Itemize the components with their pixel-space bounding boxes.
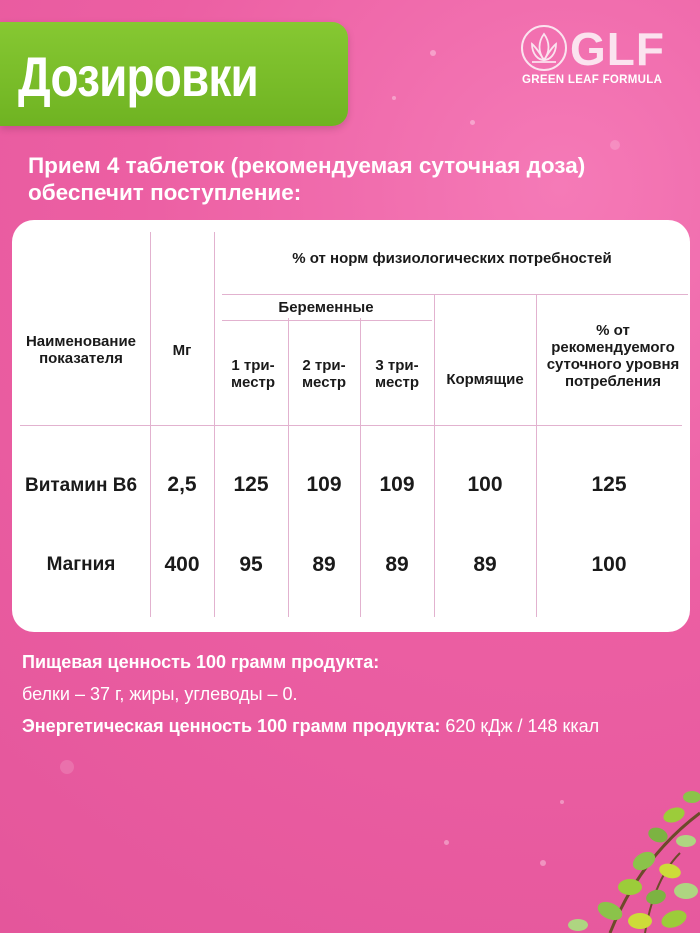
header-pregnant-group: Беременные <box>278 298 374 316</box>
grid-line <box>20 425 682 426</box>
row-2-recommended: 100 <box>591 553 627 576</box>
page-title: Дозировки <box>18 45 258 108</box>
logo-letters: GLF <box>570 23 665 75</box>
header-mg: Мг <box>172 341 192 359</box>
row-2-name: Магния <box>46 554 116 575</box>
lotus-icon <box>520 24 568 72</box>
row-2-t2: 89 <box>312 553 336 576</box>
bokeh-dot <box>60 760 74 774</box>
header-recommended: % от рекомендуемого суточного уровня потребления <box>546 322 680 390</box>
nutrition-label: Пищевая ценность 100 грамм продукта: <box>22 652 380 672</box>
row-1-t2: 109 <box>306 473 342 496</box>
nutrition-value: белки – 37 г, жиры, углеводы – 0. <box>22 684 298 704</box>
bokeh-dot <box>470 120 475 125</box>
energy-value: 620 кДж / 148 ккал <box>440 716 600 736</box>
energy-line <box>22 716 599 737</box>
row-2-nursing: 89 <box>473 553 497 576</box>
lead-line-2: обеспечит поступление: <box>28 180 302 205</box>
header-norms-group: % от норм физиологических потребностей <box>292 249 612 267</box>
row-1-mg: 2,5 <box>167 473 197 496</box>
row-1-recommended: 125 <box>591 473 627 496</box>
header-name: Наименование показателя <box>25 333 137 367</box>
header-trimester-2: 2 три-местр <box>301 357 347 391</box>
bokeh-dot <box>610 140 620 150</box>
row-1-t1: 125 <box>233 473 269 496</box>
dosage-table <box>12 220 690 632</box>
logo-tagline: GREEN LEAF FORMULA <box>522 74 663 86</box>
row-2-t1: 95 <box>239 553 263 576</box>
lead-text <box>28 152 688 206</box>
header-trimester-3: 3 три-местр <box>374 357 420 391</box>
lead-line-1: Прием 4 таблеток (рекомендуемая суточная доза) <box>28 153 586 178</box>
bokeh-dot <box>430 50 436 56</box>
row-2-mg: 400 <box>164 553 200 576</box>
bokeh-dot <box>444 840 449 845</box>
row-1-nursing: 100 <box>467 473 503 496</box>
header-trimester-1: 1 три-местр <box>230 357 276 391</box>
grid-line <box>222 320 432 321</box>
plant-decoration-icon <box>460 783 700 933</box>
energy-label: Энергетическая ценность 100 грамм продукта: <box>22 716 441 736</box>
header-nursing: Кормящие <box>446 370 524 388</box>
row-1-name: Витамин B6 <box>24 475 138 496</box>
title-banner <box>0 22 348 126</box>
bokeh-dot <box>392 96 396 100</box>
brand-logo <box>520 24 680 88</box>
row-1-t3: 109 <box>379 473 415 496</box>
row-2-t3: 89 <box>385 553 409 576</box>
